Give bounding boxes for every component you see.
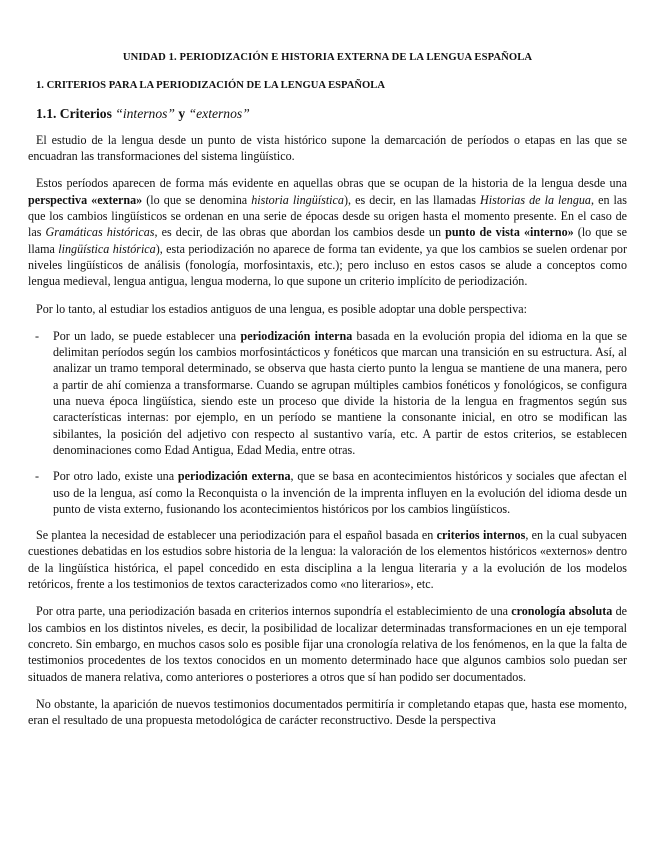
term-internos: internos [122, 105, 168, 121]
text-run: basada en la evolución propia del idioma en la que se delimitan períodos según los cambios morfosintácticos y fonéticos que marcan una transición en su estructura. Así, al analizar un tramo temporal determinado, se observa que hasta cierto punto la lengua se mantiene de una manera, pero a partir de ahí comienza a transformarse. Cuando se agrupan múltiples cambios fonéticos y fonológicos, se configura una nueva época lingüística, siendo este un proceso que divide la historia de la lengua en fragmentos según sus características internas: por ejemplo, en un período se mantiene la consonante inicial, en otro se modifican las sibilantes, la posición del adjetivo con respecto al sustantivo varía, etc. A partir de estos criterios, se establecen denominaciones como Edad Antigua, Edad Media, entre otras. [53, 328, 628, 457]
text-run: , en las que los cambios lingüísticos se ordenan en una serie de épocas desde su origen hasta el momento presente. En el caso de las [28, 192, 627, 240]
bold-term: periodización interna [240, 328, 353, 343]
bold-term: criterios internos [436, 528, 526, 543]
list-item [28, 468, 627, 517]
text-run: (lo que se denomina [142, 192, 252, 207]
text-run: Estos períodos aparecen de forma más evidente en aquellas obras que se ocupan de la historia de la lengua desde una [36, 176, 627, 191]
paragraph-intro: El estudio de la lengua desde un punto de vista histórico supone la demarcación de períodos o etapas en las que se encuadran las transformaciones del sistema lingüístico. [28, 132, 627, 164]
paragraph-chronology [28, 603, 627, 684]
text-run: Por otro lado, existe una [53, 469, 178, 484]
bold-term: perspectiva «externa» [28, 192, 143, 207]
subsection-number: 1.1. Criterios [36, 105, 116, 121]
list-item [28, 328, 627, 458]
open-quote: “ [115, 105, 123, 121]
unit-title: UNIDAD 1. PERIODIZACIÓN E HISTORIA EXTERNA DE LA LENGUA ESPAÑOLA [122, 52, 533, 63]
bold-term: periodización externa [177, 469, 291, 484]
italic-term: Historias de la lengua [480, 192, 591, 207]
dash-marker: - [35, 469, 40, 484]
text-run: Por un lado, se puede establecer una [53, 328, 241, 343]
paragraph-periods [28, 175, 627, 289]
perspective-list [28, 328, 627, 517]
italic-term: historia lingüística [251, 192, 344, 207]
paragraph-internal-criteria [28, 527, 627, 592]
text-run: , en la cual subyacen cuestiones debatidas en los estudios sobre historia de la lengua: la valoración de los elementos históricos «externos» dentro de la lingüística histórica, el papel concedido en esta disciplina a la lengua literaria y a la evolución de los modelos retóricos, frente a los testimonios de textos caracterizados como «no literarios», etc. [28, 528, 627, 592]
italic-term: lingüística histórica [58, 241, 156, 256]
paragraph-double-perspective: Por lo tanto, al estudiar los estadios antiguos de una lengua, es posible adoptar una doble perspectiva: [36, 301, 528, 316]
text-run: Por otra parte, una periodización basada en criterios internos supondría el establecimiento de una [36, 604, 512, 619]
close-quote: ” [167, 105, 175, 121]
text-run: ), es decir, en las llamadas [343, 192, 481, 207]
section-title: 1. CRITERIOS PARA LA PERIODIZACIÓN DE LA LENGUA ESPAÑOLA [36, 80, 385, 92]
conjunction: y [174, 105, 189, 121]
text-run: , es decir, de las obras que abordan los cambios desde un [154, 225, 446, 240]
dash-marker: - [35, 328, 40, 343]
bold-term: punto de vista «interno» [445, 225, 574, 240]
open-quote: “ [188, 105, 197, 121]
paragraph-new-testimonies: No obstante, la aparición de nuevos testimonios documentados permitiría ir completando etapas que, hasta ese momento, eran el resultado de una propuesta metodológica de carácter reconstructivo. Desde la perspectiva [28, 696, 627, 728]
text-run: ), esta periodización no aparece de forma tan evidente, ya que los cambios se suelen ordenar por niveles lingüísticos de análisis (fonología, morfosintaxis, etc.); pero incluso en estos casos se alude a conceptos como lengua medieval, lengua antigua, lengua moderna, lo que supone un criterio implícito de periodización. [28, 241, 627, 289]
bold-term: cronología absoluta [511, 604, 613, 619]
text-run: , que se basa en acontecimientos históricos y sociales que afectan el uso de la lengua, así como la Reconquista o la invención de la imprenta influyen en la evolución del idioma desde un punto de vista externo, fusionando los acontecimientos históricos por los cambios lingüísticos. [53, 469, 627, 516]
term-externos: externos [196, 105, 243, 121]
text-run: de los cambios en los distintos niveles, es decir, la posibilidad de localizar determinadas transformaciones en un eje temporal concreto. Sin embargo, en muchos casos solo es posible fijar una cronología relativa de los fenómenos, en la que la falta de testimonios procedentes de los textos conocidos en un momento determinado hace que algunos cambios solo puedan ser situados de manera relativa, como anteriores o posteriores a otros que sí han podido ser documentados. [28, 604, 627, 684]
text-run: (lo que se llama [28, 225, 627, 256]
subsection-title [36, 106, 627, 122]
text-run: Se plantea la necesidad de establecer una periodización para el español basada en [36, 528, 437, 543]
close-quote: ” [242, 105, 250, 121]
italic-term: Gramáticas históricas [45, 225, 155, 240]
